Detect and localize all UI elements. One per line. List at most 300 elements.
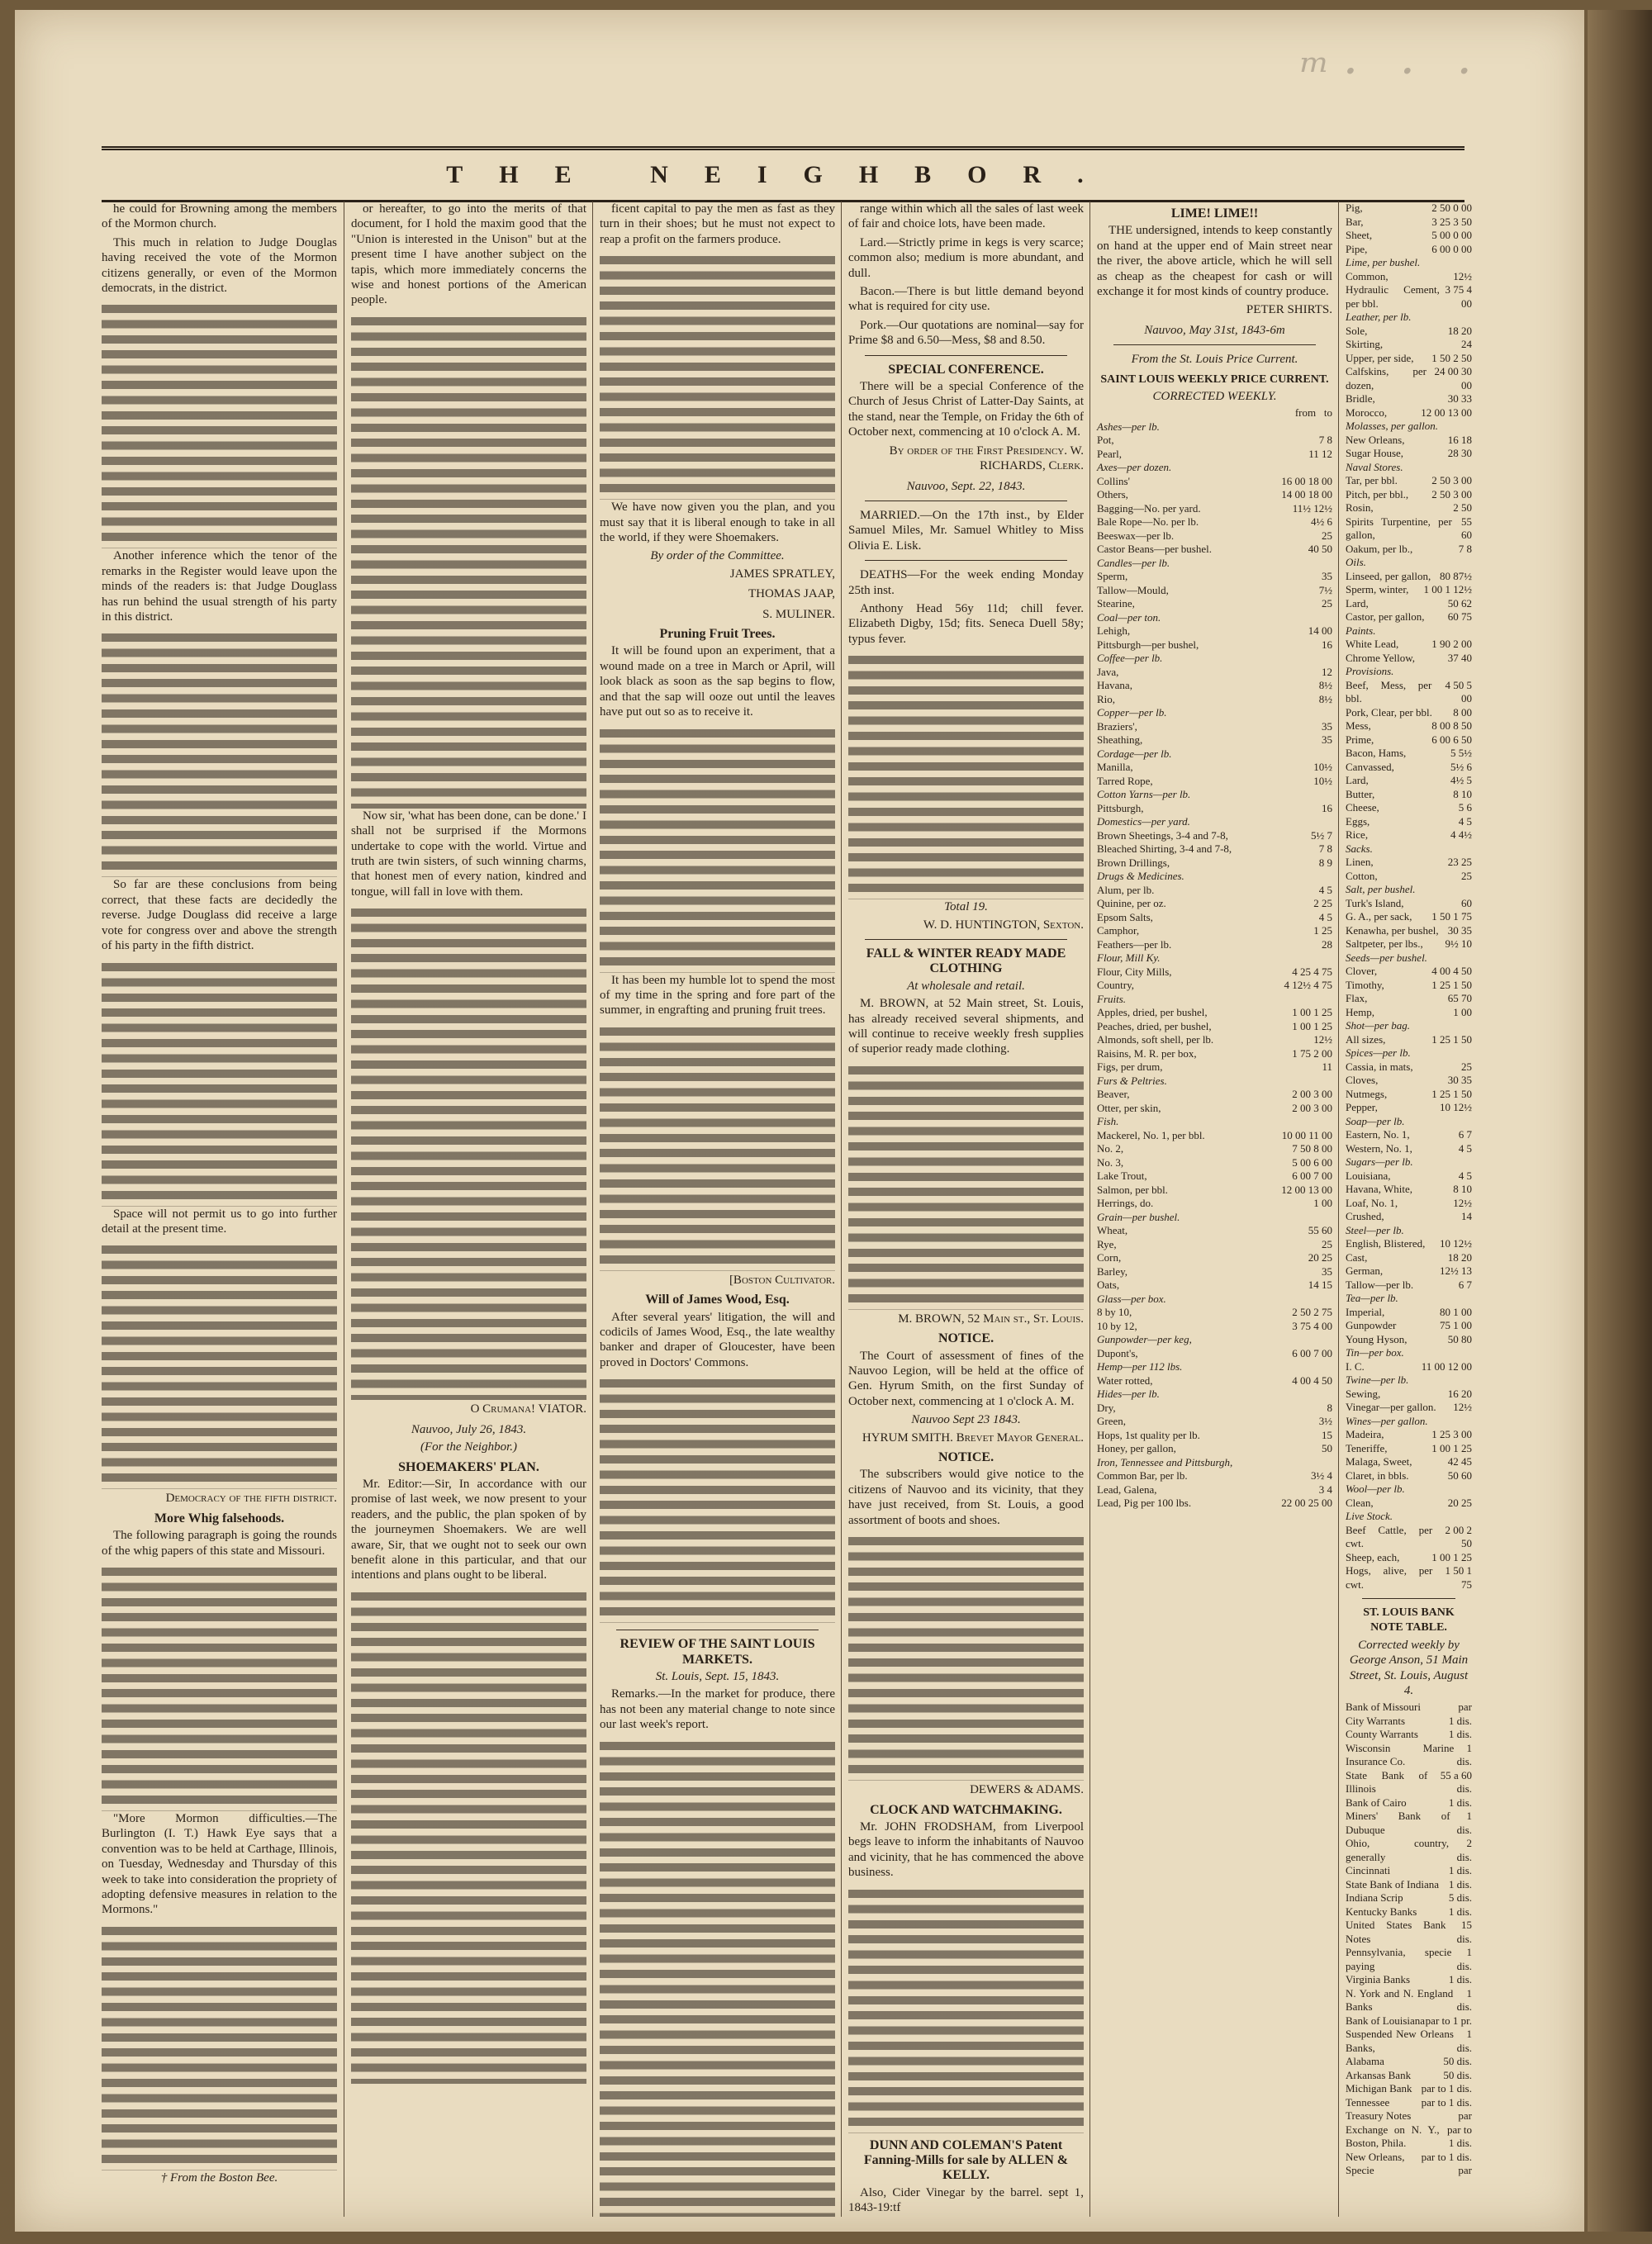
row-label: Coal—per ton.	[1097, 610, 1161, 624]
paragraph: The subscribers would give notice to the citizens of Nauvoo and its vicinity, that they have just received, from St. Louis, a good assortment of boots and shoes.	[848, 1468, 1084, 1527]
row-value: 10½	[1313, 761, 1332, 774]
row-label: White Lead,	[1346, 638, 1399, 650]
table-row	[1097, 965, 1332, 980]
row-label: Figs, per drum,	[1097, 1060, 1163, 1074]
row-value: 1 25 1 50	[1431, 978, 1472, 991]
price-table-header	[1097, 406, 1332, 420]
row-label: Canvassed,	[1346, 760, 1394, 773]
row-value: 25	[1322, 1237, 1332, 1250]
row-value: 8 10	[1453, 1183, 1472, 1195]
dateline: Nauvoo, May 31st, 1843-6m	[1144, 323, 1285, 337]
article-heading: More Whig falsehoods.	[154, 1511, 285, 1525]
table-row	[1346, 338, 1472, 352]
row-label: Feathers—per lb.	[1097, 937, 1172, 951]
signature: M. BROWN, 52 Main st., St. Louis.	[898, 1312, 1084, 1326]
table-row	[1346, 870, 1472, 884]
row-label: Green,	[1097, 1415, 1127, 1428]
row-value: 25	[1322, 597, 1332, 610]
paragraph: Remarks.—In the market for produce, there has not been any material change to note since our last week's report.	[600, 1687, 835, 1732]
table-row	[1097, 842, 1332, 856]
row-value: 12 00 13 00	[1281, 1183, 1332, 1196]
row-value: 1 00 1 25	[1431, 1441, 1472, 1454]
row-label: Western, No. 1,	[1346, 1141, 1412, 1155]
footnote: † From the Boston Bee.	[160, 2170, 278, 2185]
row-value: 8 10	[1453, 787, 1472, 800]
table-row	[1097, 1156, 1332, 1170]
table-row	[1097, 679, 1332, 693]
row-value: 1 50 2 50	[1431, 351, 1472, 364]
row-label: Young Hyson,	[1346, 1332, 1408, 1345]
row-label: Lime, per bushel.	[1346, 256, 1421, 268]
table-row	[1097, 884, 1332, 898]
table-row	[1346, 706, 1472, 720]
row-label: Vinegar—per gallon.	[1346, 1401, 1436, 1413]
row-label: Lard,	[1346, 774, 1369, 786]
table-row	[1097, 870, 1332, 884]
row-label: Iron, Tennessee and Pittsburgh,	[1097, 1455, 1233, 1468]
table-row	[1097, 488, 1332, 502]
table-row	[1097, 802, 1332, 816]
row-label: Louisiana,	[1346, 1169, 1391, 1182]
table-row	[1346, 543, 1472, 557]
row-label: Leather, per lb.	[1346, 311, 1412, 323]
row-label: New Orleans,	[1346, 2150, 1405, 2163]
row-value: 12½	[1453, 1401, 1472, 1413]
paragraph: We have now given you the plan, and you must say that it is liberal enough to take in all the world, if they were Shoemakers.	[600, 501, 835, 545]
row-value: 65 70	[1447, 992, 1472, 1004]
table-row	[1346, 1183, 1472, 1197]
row-value: 14 15	[1308, 1279, 1332, 1292]
bank-table	[1346, 1701, 1472, 2178]
table-row	[1097, 1320, 1332, 1334]
table-row	[1346, 624, 1472, 638]
table-row	[1097, 1033, 1332, 1047]
table-row	[1097, 1251, 1332, 1265]
row-value: 1 00 1 25	[1431, 1550, 1472, 1563]
paragraph: "More Mormon difficulties.—The Burlington (I. T.) Hawk Eye says that a convention was to be held at Carthage, Illinois, on Tuesday, Wednesday and Thursday of this week to take into consideration the propriety of adopting defensive measures in relation to the Mormons."	[102, 1811, 337, 1917]
row-label: Salmon, per bbl.	[1097, 1183, 1168, 1196]
table-row	[1097, 420, 1332, 434]
row-label: Alabama	[1346, 2055, 1384, 2068]
row-label: Chrome Yellow,	[1346, 651, 1416, 664]
row-value: 6 00 7 00	[1292, 1346, 1332, 1359]
table-row	[1346, 1237, 1472, 1251]
text-block	[600, 252, 835, 500]
table-row	[1346, 1564, 1472, 1592]
table-row	[1097, 584, 1332, 598]
row-label: Peaches, dried, per bushel,	[1097, 1019, 1212, 1032]
row-value: 50 dis.	[1443, 2055, 1472, 2068]
row-label: State Bank of Illinois	[1346, 1768, 1428, 1796]
table-row	[1346, 1060, 1472, 1075]
row-value: 1 dis.	[1448, 1728, 1472, 1741]
row-label: Otter, per skin,	[1097, 1101, 1161, 1114]
paragraph: he could for Browning among the members of the Mormon church.	[102, 202, 337, 231]
row-label: Common Bar, per lb.	[1097, 1469, 1188, 1483]
table-row	[1097, 1402, 1332, 1416]
table-row	[1097, 897, 1332, 911]
row-label: Havana, White,	[1346, 1183, 1412, 1195]
row-label: Bleached Shirting, 3-4 and 7-8,	[1097, 842, 1232, 856]
row-value: 10 12½	[1440, 1237, 1472, 1250]
row-value: 1 dis.	[1456, 1810, 1472, 1836]
row-value: 3 25 3 50	[1431, 215, 1472, 228]
table-row	[1346, 1728, 1472, 1742]
table-row	[1097, 1429, 1332, 1443]
table-row	[1097, 1265, 1332, 1279]
row-label: United States Bank Notes	[1346, 1919, 1446, 1945]
row-value: 1 dis.	[1448, 1864, 1472, 1877]
row-label: Morocco,	[1346, 406, 1388, 419]
table-row	[1346, 1210, 1472, 1224]
table-row	[1346, 842, 1472, 856]
row-label: Hemp—per 112 lbs.	[1097, 1360, 1183, 1373]
row-label: Pepper,	[1346, 1101, 1378, 1113]
table-row	[1097, 747, 1332, 761]
table-row	[1097, 911, 1332, 925]
paragraph: ficent capital to pay the men as fast as they turn in their shoes; but he must not expect to reap a profit on the farmers produce.	[600, 202, 835, 246]
paragraph: MARRIED.—On the 17th inst., by Elder Samuel Miles, Mr. Samuel Whitley to Miss Olivia E. Lisk.	[848, 508, 1084, 553]
row-label: Linen,	[1346, 856, 1374, 868]
row-label: Gunpowder—per keg,	[1097, 1333, 1192, 1346]
row-label: Rye,	[1097, 1237, 1117, 1250]
table-row	[1097, 1115, 1332, 1129]
table-row	[1097, 434, 1332, 448]
row-label: Candles—per lb.	[1097, 556, 1170, 569]
table-row	[1097, 693, 1332, 707]
row-label: Lehigh,	[1097, 624, 1131, 638]
total: Total 19.	[944, 900, 988, 914]
price-table-subtitle: CORRECTED WEEKLY.	[1152, 390, 1277, 404]
table-row	[1346, 1442, 1472, 1456]
table-row	[1097, 856, 1332, 871]
row-label: Wines—per gallon.	[1346, 1414, 1428, 1427]
text-block	[351, 313, 586, 809]
row-label: Bacon, Hams,	[1346, 747, 1407, 759]
table-row	[1097, 706, 1332, 720]
row-label: Sperm, winter,	[1346, 583, 1409, 595]
row-label: Pittsburgh—per bushel,	[1097, 638, 1199, 651]
text-block	[600, 1023, 835, 1271]
row-label: Prime,	[1346, 733, 1374, 746]
advert-subheading: At wholesale and retail.	[907, 979, 1025, 993]
bank-table-subtitle: Corrected weekly by George Anson, 51 Main Street, St. Louis, August 4.	[1349, 1638, 1469, 1698]
row-label: Crushed,	[1346, 1210, 1384, 1222]
signature: O Crumana! VIATOR.	[470, 1402, 586, 1416]
row-label: Pot,	[1097, 434, 1114, 447]
row-label: Cordage—per lb.	[1097, 747, 1172, 760]
row-value: 3½ 4	[1311, 1469, 1332, 1483]
row-label: Timothy,	[1346, 978, 1384, 991]
table-row	[1346, 243, 1472, 257]
row-label: Honey, per gallon,	[1097, 1442, 1176, 1455]
article-heading: REVIEW OF THE SAINT LOUIS MARKETS.	[620, 1637, 815, 1667]
row-value: 4 00 4 50	[1431, 965, 1472, 977]
row-label: Hides—per lb.	[1097, 1388, 1160, 1401]
row-label: Saltpeter, per lbs.,	[1346, 937, 1423, 950]
row-label: Naval Stores.	[1346, 460, 1403, 473]
row-label: Almonds, soft shell, per lb.	[1097, 1033, 1214, 1046]
row-label: 10 by 12,	[1097, 1319, 1137, 1332]
paragraph: Pork.—Our quotations are nominal—say for Prime $8 and 6.50—Mess, $8 and 8.50.	[848, 318, 1084, 348]
row-value: 2 00 2 50	[1445, 1523, 1472, 1549]
row-label: Bagging—No. per yard.	[1097, 501, 1201, 515]
row-value: 2 50 0 00	[1431, 202, 1472, 214]
row-value: 20 25	[1308, 1251, 1332, 1264]
row-label: Brown Drillings,	[1097, 856, 1170, 869]
table-row	[1346, 270, 1472, 284]
table-row	[1097, 1469, 1332, 1483]
paragraph: M. BROWN, at 52 Main street, St. Louis, has already received several shipments, and will continue to receive weekly fresh supplies of superior ready made clothing.	[848, 997, 1084, 1056]
row-label: Stearine,	[1097, 597, 1135, 610]
row-label: Linseed, per gallon,	[1346, 569, 1431, 582]
row-label: Beef Cattle, per cwt.	[1346, 1523, 1433, 1549]
row-label: Cassia, in mats,	[1346, 1060, 1413, 1073]
table-row	[1346, 1279, 1472, 1293]
row-value: 5 5½	[1450, 747, 1472, 759]
table-row	[1097, 638, 1332, 652]
row-value: 28 30	[1447, 447, 1472, 459]
table-row	[1346, 597, 1472, 611]
row-label: Sacks.	[1346, 842, 1373, 855]
row-value: 8 00 8 50	[1431, 719, 1472, 732]
row-value: 24	[1461, 338, 1472, 350]
table-row	[1346, 1864, 1472, 1878]
row-label: Kenawha, per bushel,	[1346, 923, 1439, 937]
text-block	[102, 301, 337, 548]
table-row	[1346, 761, 1472, 775]
signature: PETER SHIRTS.	[1246, 303, 1332, 317]
row-value: 2 dis.	[1456, 1837, 1472, 1863]
paragraph: or hereafter, to go into the merits of that document, for I hold the maxim good that the "Union is interested in the Unison" but at the present time I have another subject on the tapis, which more immediately concerns the wise and honest portions of the American people.	[351, 202, 586, 307]
row-value: 2 00 3 00	[1292, 1101, 1332, 1114]
row-value: 3 75 4 00	[1292, 1319, 1332, 1332]
row-value: 4 25 4 75	[1292, 965, 1332, 978]
row-value: 16	[1322, 801, 1332, 814]
row-value: 35	[1322, 1264, 1332, 1278]
table-row	[1097, 1415, 1332, 1429]
table-row	[1097, 502, 1332, 516]
row-value: 14	[1461, 1210, 1472, 1222]
signature: W. D. HUNTINGTON, Sexton.	[923, 918, 1084, 932]
table-row	[1097, 1483, 1332, 1497]
row-value: 1 25 3 00	[1431, 1428, 1472, 1440]
row-value: 3 4	[1318, 1483, 1332, 1496]
dateline: Nauvoo Sept 23 1843.	[911, 1413, 1021, 1427]
table-row	[1346, 1715, 1472, 1729]
advert-heading: CLOCK AND WATCHMAKING.	[870, 1802, 1062, 1817]
row-label: Lead, Pig per 100 lbs.	[1097, 1497, 1192, 1510]
paragraph: It has been my humble lot to spend the most of my time in the spring and fore part of the summer, in engrafting and pruning fruit trees.	[600, 973, 835, 1018]
row-label: Clover,	[1346, 965, 1378, 977]
table-row	[1346, 1796, 1472, 1810]
row-label: Cast,	[1346, 1250, 1368, 1264]
row-label: Castor, per gallon,	[1346, 610, 1425, 623]
dateline: Nauvoo, July 26, 1843.	[411, 1422, 527, 1436]
table-row	[1097, 1020, 1332, 1034]
table-row	[1346, 897, 1472, 911]
table-row	[1346, 883, 1472, 897]
text-block	[600, 1738, 835, 2217]
row-value: 24 00 30 00	[1434, 365, 1472, 391]
table-row	[1346, 2082, 1472, 2096]
row-value: 16 20	[1447, 1387, 1472, 1400]
row-value: 1 90 2 00	[1431, 638, 1472, 650]
row-label: Others,	[1097, 488, 1128, 501]
signature: Democracy of the fifth district.	[165, 1492, 337, 1506]
row-value: 4½ 6	[1311, 515, 1332, 529]
row-value: 30 35	[1447, 1074, 1472, 1086]
row-label: Epsom Salts,	[1097, 910, 1153, 923]
table-row	[1346, 1155, 1472, 1169]
row-label: Beeswax—per lb.	[1097, 529, 1175, 542]
row-label: Pitch, per bbl.,	[1346, 487, 1409, 501]
signature: By order of the First Presidency. W. RICHARDS, Clerk.	[889, 444, 1084, 473]
table-row	[1346, 638, 1472, 652]
row-label: Hemp,	[1346, 1005, 1375, 1018]
row-label: Castor Beans—per bushel.	[1097, 543, 1213, 556]
table-row	[1346, 1197, 1472, 1211]
text-block	[600, 725, 835, 973]
row-label: Cincinnati	[1346, 1864, 1391, 1877]
row-value: 5½ 7	[1311, 828, 1332, 842]
row-value: 1 dis.	[1448, 1796, 1472, 1809]
table-row	[1097, 1293, 1332, 1307]
row-label: Oakum, per lb.,	[1346, 542, 1413, 555]
column-label-range: from to	[1294, 406, 1332, 420]
row-value: 10 00 11 00	[1281, 1128, 1332, 1141]
row-value: 1 50 1 75	[1445, 1564, 1472, 1591]
table-row	[1346, 1428, 1472, 1442]
table-row	[1097, 1360, 1332, 1374]
row-label: Cheese,	[1346, 801, 1379, 814]
table-row	[1346, 1701, 1472, 1715]
bank-table-title: ST. LOUIS BANK NOTE TABLE.	[1363, 1606, 1455, 1634]
row-value: 12½	[1453, 269, 1472, 282]
row-label: Exchange on N. Y., Boston, Phila.	[1346, 2123, 1440, 2150]
row-label: Coffee—per lb.	[1097, 652, 1163, 665]
row-label: Pig,	[1346, 202, 1363, 214]
row-value: 42 45	[1447, 1455, 1472, 1468]
row-label: Bar,	[1346, 215, 1364, 228]
row-label: Lard,	[1346, 596, 1369, 610]
row-label: Tin—per box.	[1346, 1346, 1404, 1359]
row-value: 23 25	[1447, 856, 1472, 868]
table-row	[1346, 665, 1472, 679]
table-row	[1346, 2055, 1472, 2069]
table-row	[1346, 447, 1472, 461]
row-label: Mackerel, No. 1, per bbl.	[1097, 1128, 1205, 1141]
row-label: Cloves,	[1346, 1074, 1379, 1086]
table-row	[1346, 1074, 1472, 1088]
row-value: 1 25	[1313, 924, 1332, 937]
table-row	[1346, 2109, 1472, 2123]
row-label: Specie	[1346, 2164, 1374, 2177]
row-value: 80 1 00	[1440, 1305, 1472, 1318]
row-label: Camphor,	[1097, 924, 1140, 937]
table-row	[1097, 1102, 1332, 1116]
text-block	[351, 904, 586, 1400]
paragraph: There will be a special Conference of the Church of Jesus Christ of Latter-Day Saints, at the stand, near the Temple, on Friday the 6th of October next, commencing at 10 o'clock A. M.	[848, 380, 1084, 439]
table-row	[1346, 924, 1472, 938]
row-value: 22 00 25 00	[1281, 1497, 1332, 1510]
row-label: Seeds—per bushel.	[1346, 951, 1427, 964]
row-label: Spirits Turpentine, per gallon,	[1346, 515, 1452, 541]
row-label: Fruits.	[1097, 992, 1127, 1005]
table-row	[1097, 529, 1332, 543]
table-row	[1097, 611, 1332, 625]
row-value: 11 12	[1308, 447, 1332, 460]
table-row	[1346, 1878, 1472, 1892]
table-row	[1097, 1047, 1332, 1061]
row-label: Water rotted,	[1097, 1373, 1153, 1387]
row-value: 2 50	[1453, 501, 1472, 514]
table-row	[1097, 543, 1332, 557]
row-value: 14 00	[1308, 624, 1332, 638]
table-row	[1346, 461, 1472, 475]
signature: HYRUM SMITH. Brevet Mayor General.	[862, 1430, 1084, 1445]
paragraph: DEATHS—For the week ending Monday 25th inst.	[848, 568, 1084, 597]
table-row	[1346, 1006, 1472, 1020]
row-value: 4 5	[1458, 814, 1472, 828]
table-row	[1346, 1769, 1472, 1796]
row-label: Havana,	[1097, 679, 1132, 692]
row-value: 8½	[1318, 692, 1332, 705]
table-row	[1097, 733, 1332, 747]
row-value: 18 20	[1447, 1250, 1472, 1264]
row-label: Salt, per bushel.	[1346, 883, 1416, 895]
row-value: 4 00 4 50	[1292, 1373, 1332, 1387]
row-label: Miners' Bank of Dubuque	[1346, 1810, 1450, 1836]
text-block	[102, 1241, 337, 1489]
row-value: 1 00 1 25	[1292, 1019, 1332, 1032]
column-6	[1338, 202, 1472, 2217]
row-label: Rio,	[1097, 692, 1116, 705]
table-row	[1097, 1497, 1332, 1511]
row-value: 1 dis.	[1456, 2028, 1472, 2054]
table-row	[1097, 557, 1332, 571]
table-row	[1097, 1224, 1332, 1238]
row-value: 1 00 1 12½	[1423, 583, 1472, 595]
row-value: 5 dis.	[1448, 1891, 1472, 1905]
table-row	[1346, 216, 1472, 230]
book-binding	[1588, 10, 1652, 2232]
price-table	[1097, 420, 1332, 1511]
row-label: Wisconsin Marine Insurance Co.	[1346, 1741, 1455, 1768]
paragraph: Mr. JOHN FRODSHAM, from Liverpool begs leave to inform the inhabitants of Nauvoo and vicinity, that he has commenced the above business.	[848, 1819, 1084, 1880]
row-value: 2 50 3 00	[1431, 474, 1472, 486]
table-row	[1346, 202, 1472, 216]
row-label: Ashes—per lb.	[1097, 420, 1160, 433]
table-row	[1097, 1388, 1332, 1402]
row-label: New Orleans,	[1346, 433, 1405, 446]
table-row	[1346, 2014, 1472, 2028]
table-row	[1346, 1292, 1472, 1306]
row-label: G. A., per sack,	[1346, 910, 1412, 923]
row-label: Tallow—Mould,	[1097, 583, 1169, 596]
table-row	[1346, 501, 1472, 515]
row-label: Drugs & Medicines.	[1097, 870, 1184, 883]
table-row	[1346, 610, 1472, 624]
dateline: Nauvoo, Sept. 22, 1843.	[906, 479, 1026, 493]
advert-heading: LIME! LIME!!	[1170, 206, 1259, 221]
row-label: Pork, Clear, per bbl.	[1346, 705, 1432, 719]
row-label: Grain—per bushel.	[1097, 1210, 1180, 1223]
table-row	[1346, 583, 1472, 597]
table-row	[1346, 774, 1472, 788]
columns	[102, 202, 1472, 2217]
row-value: 2 50 2 75	[1292, 1306, 1332, 1319]
